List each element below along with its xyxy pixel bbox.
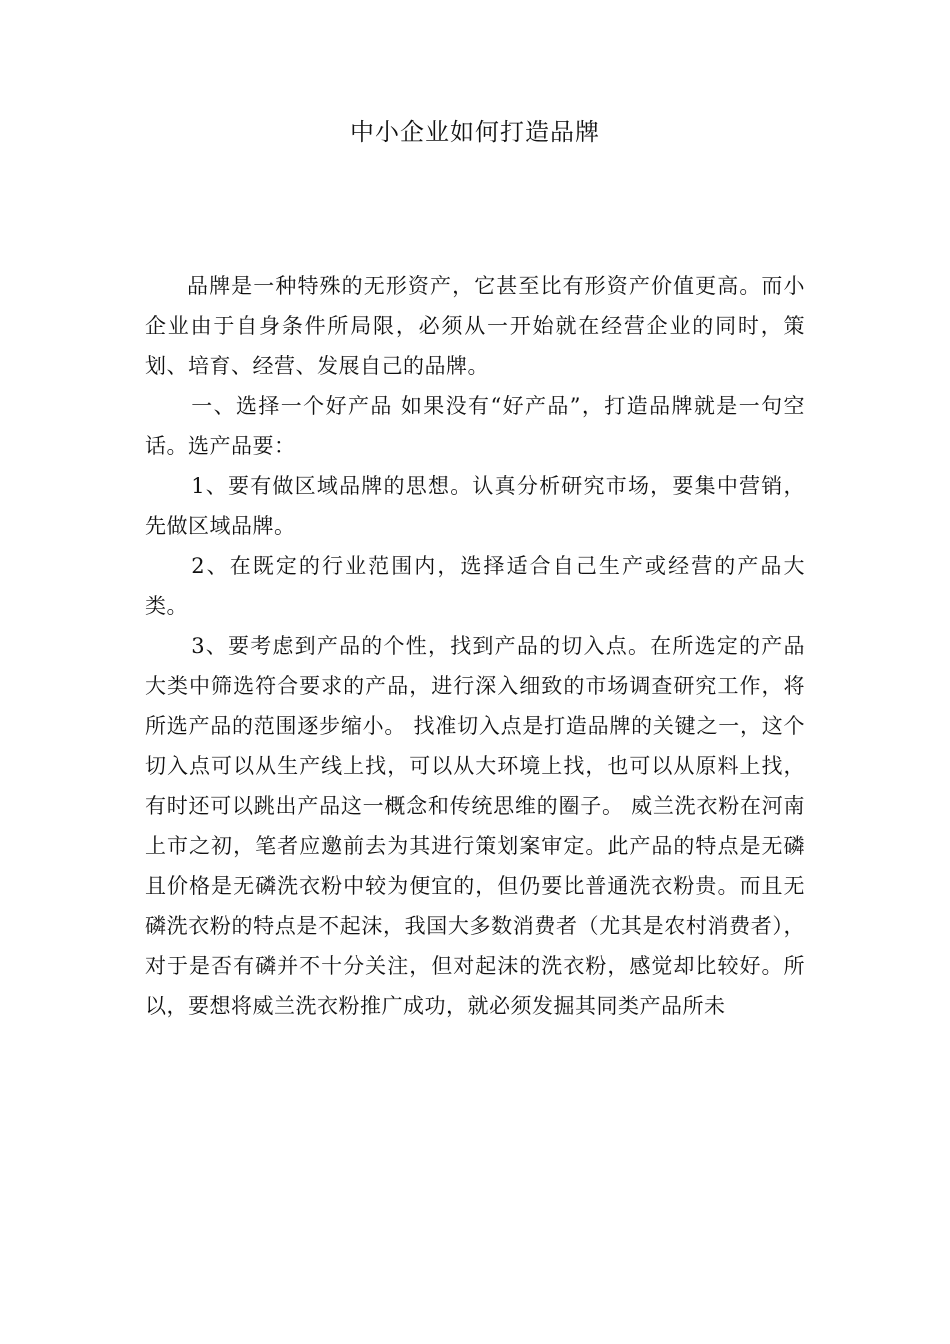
- document-body: [145, 266, 805, 1026]
- paragraph-item-3: 3、要考虑到产品的个性，找到产品的切入点。在所选定的产品大类中筛选符合要求的产品，进行深入细致的市场调查研究工作，将所选产品的范围逐步缩小。 找准切入点是打造品牌的关键之一，这个切入点可以从生产线上找，可以从大环境上找，也可以从原料上找，有时还可以跳出产品这一概念和传统思维的圈子。 威兰洗衣粉在河南上市之初，笔者应邀前去为其进行策划案审定。此产品的特点是无磷且价格是无磷洗衣粉中较为便宜的，但仍要比普通洗衣粉贵。而且无磷洗衣粉的特点是不起沫，我国大多数消费者（尤其是农村消费者），对于是否有磷并不十分关注，但对起沫的洗衣粉，感觉却比较好。所以，要想将威兰洗衣粉推广成功，就必须发掘其同类产品所未: [145, 634, 805, 1018]
- paragraph-section-1: 一、选择一个好产品 如果没有“好产品”，打造品牌就是一句空话。选产品要：: [145, 394, 805, 458]
- paragraph-intro: 品牌是一种特殊的无形资产，它甚至比有形资产价值更高。而小企业由于自身条件所局限，必须从一开始就在经营企业的同时，策划、培育、经营、发展自己的品牌。: [145, 274, 805, 378]
- document-title: 中小企业如何打造品牌: [350, 118, 600, 146]
- paragraph-item-2: 2、在既定的行业范围内，选择适合自己生产或经营的产品大类。: [145, 554, 805, 618]
- paragraph-item-1: 1、要有做区域品牌的思想。认真分析研究市场，要集中营销，先做区域品牌。: [145, 474, 805, 538]
